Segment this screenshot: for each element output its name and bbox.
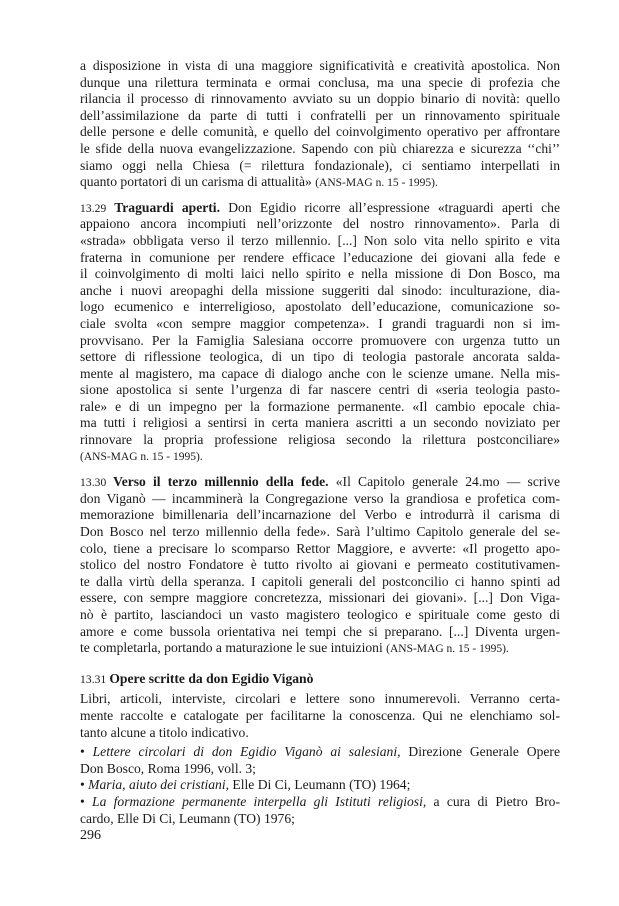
- text-line: te dalla virtù della speranza. I capitoli generali del postconcilio ci hanno spinti ad: [80, 573, 560, 589]
- text-line: provvisano. Per la Famiglia Salesiana occorre promuovere con urgenza tutto un: [80, 332, 560, 348]
- text-line: a disposizione in vista di una maggiore significatività e creatività apostolica. Non: [80, 58, 560, 73]
- bullet-icon: •: [80, 744, 93, 760]
- text-line: sione apostolica si sente l’urgenza di far nascere centri di «seria teologia pasto-: [80, 382, 560, 398]
- section-heading-line: [80, 474, 560, 491]
- text-line: tanto alcune a titolo indicativo.: [80, 724, 249, 740]
- list-item-continuation: Don Bosco, Roma 1996, voll. 3;: [80, 760, 256, 776]
- text-line: dunque una rilettura terminata e ormai conclusa, ma una specie di profezia che: [80, 74, 560, 90]
- text-line: il coinvolgimento di molti laici nello spirito e nella missione di Don Bosco, ma: [80, 266, 560, 282]
- bullet-icon: •: [80, 777, 89, 793]
- text-line: Don Bosco nel terzo millennio della fede». Sarà l’ultimo Capitolo generale del se-: [80, 524, 560, 540]
- book-title: La formazione permanente interpella gli Istituti religiosi,: [92, 793, 427, 809]
- intro-paragraph: [80, 58, 560, 191]
- section-title: Traguardi aperti.: [114, 199, 220, 215]
- text-line: le sfide della nuova evangelizzazione. Sapendo con più chiarezza e sicurezza ‘‘chi’’: [80, 140, 560, 156]
- text-line: anche i nuovi areopaghi della missione suggeriti dal sinodo: inculturazione, dia-: [80, 282, 560, 298]
- reference-citation: (ANS-MAG n. 15 - 1995).: [315, 177, 438, 190]
- text-span: quanto portatori di un carisma di attualità»: [80, 174, 316, 190]
- text-line: colo, tiene a precisare lo scomparso Rettor Maggiore, e avverte: «Il progetto apo-: [80, 540, 560, 556]
- text-line: nò è partito, lasciandoci un vasto magistero teologico e spirituale come gesto di: [80, 607, 560, 622]
- text-line: settore di riflessione teologica, di un tipo di teologia pastorale ancorata salda-: [80, 349, 560, 365]
- text-line: mente raccolte e catalogate per facilitarne la conoscenza. Qui ne elenchiamo sol-: [80, 707, 560, 723]
- text-line: [80, 174, 560, 191]
- text-line: appaiono ancora incompiuti nell’orizzonte del nostro rinnovamento». Parla di: [80, 216, 560, 232]
- text-line: delle persone e delle comunità, e quello del coinvolgimento operativo per affrontare: [80, 124, 560, 140]
- text-line: ma tutti i religiosi a sentirsi in certa maniera ascritti a un secondo noviziato per: [80, 415, 560, 431]
- text-line: stolico del nostro Fondatore è tutto rivolto ai giovani e permeato costitutivamen-: [80, 557, 560, 573]
- page-body: [80, 58, 560, 827]
- section-heading-line: [80, 200, 560, 217]
- text-line: ciale svolta «con sempre maggior competenza». I grandi traguardi non si im-: [80, 315, 560, 331]
- text-span: a cura di Pietro Bro-: [426, 793, 560, 809]
- list-item: [80, 744, 560, 761]
- text-line: rilancia il processo di rinnovamento avviato su un doppio binario di novità: quello: [80, 91, 560, 107]
- section-number: 13.29: [80, 202, 115, 215]
- text-line: don Viganò — incamminerà la Congregazione verso la grandiosa e profetica com-: [80, 490, 560, 506]
- text-line: memorazione bimillenaria dell’incarnazione del Verbo e introdurrà il carisma di: [80, 507, 560, 523]
- text-line: siamo oggi nella Chiesa (= rilettura fondazionale), ci sentiamo interpellati in: [80, 157, 560, 173]
- section-13-30: [80, 474, 560, 657]
- text-line: fraterna in comunione per rendere efficace l’educazione dei giovani alla fede e: [80, 249, 560, 265]
- list-item-continuation: cardo, Elle Di Ci, Leumann (TO) 1976;: [80, 810, 295, 826]
- text-line: dell’assimilazione da parte di tutti i confratelli per un rinnovamento spirituale: [80, 107, 560, 123]
- section-13-31: [80, 671, 560, 827]
- text-line: essere, con sempre maggiore concretezza, missionari dei giovani». [...] Don Viga-: [80, 590, 560, 606]
- text-line: Libri, articoli, interviste, circolari e lettere sono innumerevoli. Verranno certa-: [80, 691, 560, 707]
- text-line: [80, 640, 560, 657]
- text-span: Elle Di Ci, Leumann (TO) 1964;: [229, 777, 411, 793]
- text-line: «strada» obbligata verso il terzo millennio. [...] Non solo vita nello spirito e vita: [80, 232, 560, 248]
- section-title: Verso il terzo millennio della fede.: [113, 474, 329, 490]
- book-title: Lettere circolari di don Egidio Viganò ai salesiani,: [92, 744, 401, 760]
- section-13-29: [80, 200, 560, 466]
- book-title: Maria, aiuto dei cristiani,: [88, 777, 230, 793]
- text-span: Don Egidio ricorre all’espressione «traguardi aperti che: [219, 199, 560, 215]
- page-number: 296: [80, 828, 101, 843]
- text-span: Direzione Generale Opere: [400, 744, 560, 760]
- list-item: [80, 794, 560, 811]
- text-span: «Il Capitolo generale 24.mo — scrive: [328, 474, 560, 490]
- section-heading-line: [80, 671, 560, 688]
- text-line: logo ecumenico e interreligioso, apostolato dell’educazione, comunicazione so-: [80, 299, 560, 315]
- list-item: [80, 777, 560, 794]
- text-line: amore e come bussola orientativa nei tempi che si preparano. [...] Diventa urgen-: [80, 623, 560, 639]
- reference-citation: (ANS-MAG n. 15 - 1995).: [80, 450, 203, 463]
- section-title: Opere scritte da don Egidio Viganò: [109, 670, 314, 686]
- text-line: mente al magistero, ma capace di dialogo anche con le scienze umane. Nella mis-: [80, 365, 560, 381]
- text-line: rale» e di un impegno per la formazione permanente. «Il cambio epocale chia-: [80, 398, 560, 414]
- section-number: 13.30: [80, 477, 114, 490]
- text-line: rinnovare la propria professione religiosa secondo la rilettura postconciliare»: [80, 432, 560, 448]
- text-span: te completarla, portando a maturazione le sue intuizioni: [80, 640, 387, 656]
- section-number: 13.31: [80, 673, 110, 686]
- bullet-icon: •: [80, 793, 93, 809]
- reference-citation: (ANS-MAG n. 15 - 1995).: [386, 643, 509, 656]
